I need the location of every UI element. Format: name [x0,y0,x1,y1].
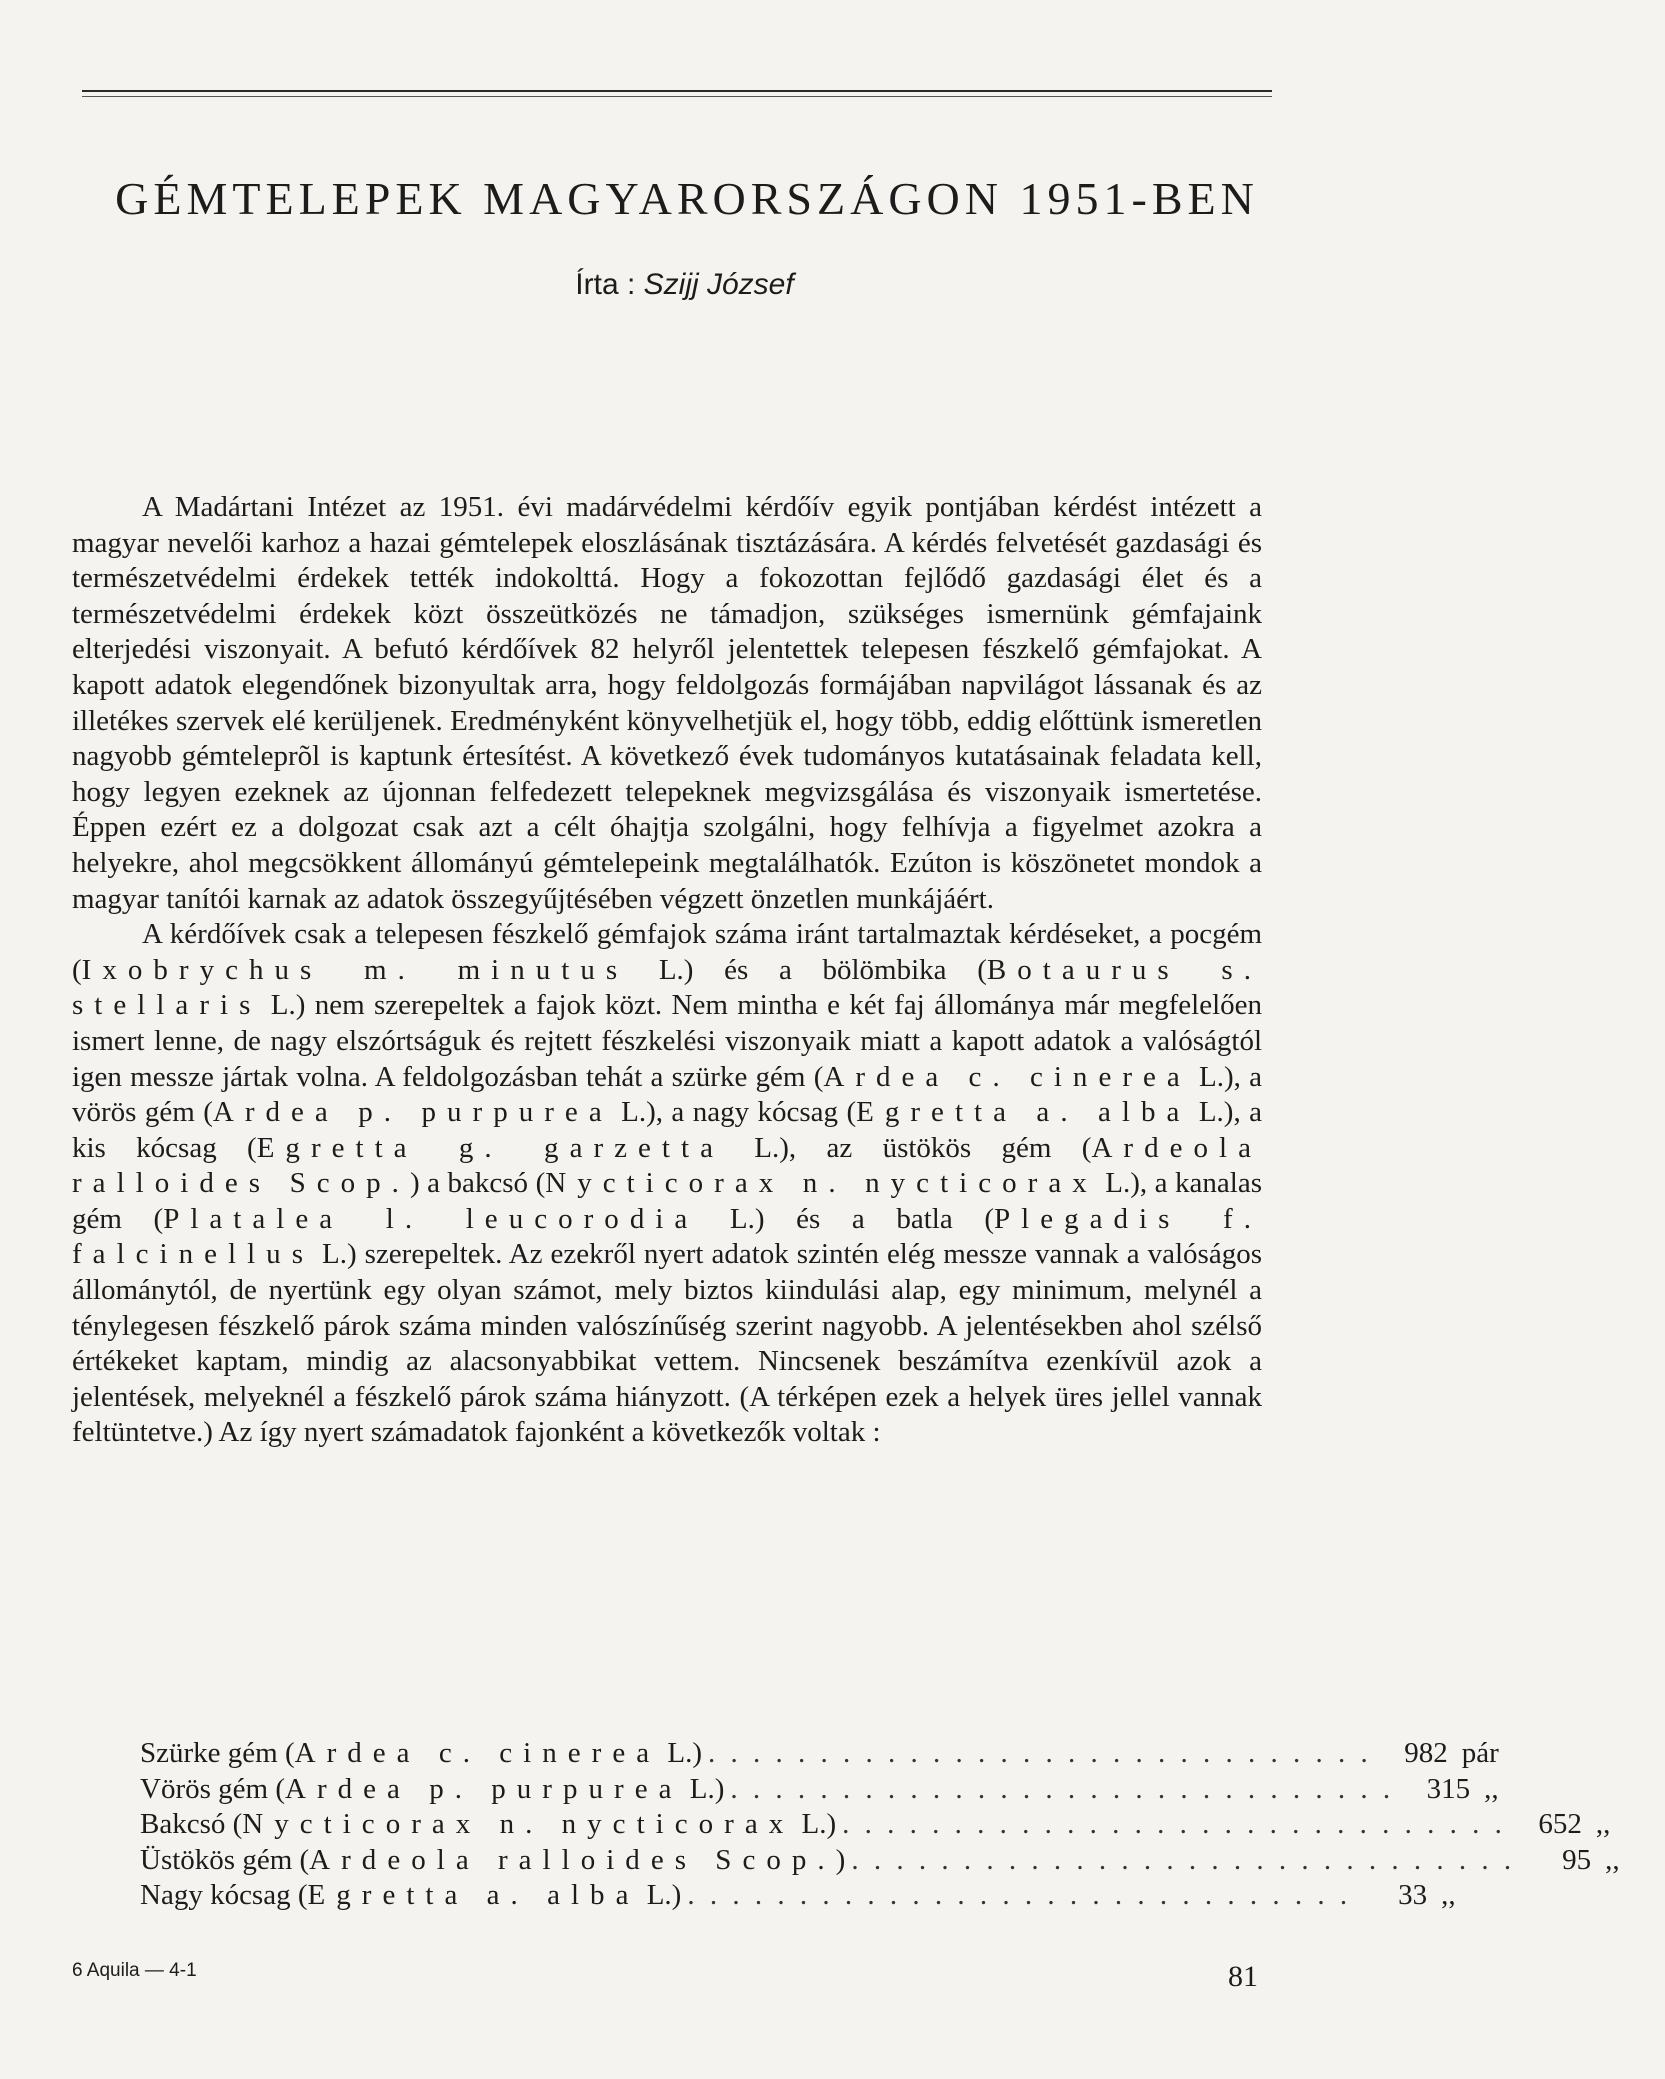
latin-name: Botaurus s. stellaris [72,953,1262,1022]
signature-mark: 6 Aquila — 4-1 [72,1960,197,1981]
pair-unit: ,, [1605,1843,1620,1876]
paragraph-text: L.) nem szerepeltek a fajok közt. Nem mintha e két faj állománya már megfelelően ismert lenne, de nagy elszórtságuk és rejtett fészkelési viszonyaik miatt a kapott adatok a valóságtól igen messze jártak volna. A feldolgozásban tehát a szürke gém ( [72,989,1262,1093]
species-name [140,1807,836,1843]
paragraph-text: L.) szerepeltek. Az ezekről nyert adatok szintén elég messze vannak a valóságos állománytól, de nyertünk egy olyan számot, mely biztos kiindulási alap, egy minimum, melynél a ténylegesen fészkelő párok száma minden valószínűség szerint nagyobb. A jelentésekben ahol szélső értékeket kaptam, mindig az alacsonyabbikat vettem. Nincsenek beszámítva ezenkívül azok a jelentések, melyeknél a fészkelő párok száma hiányzott. (A térképen ezek a helyek üres jellel vannak feltüntetve.) Az így nyert számadatok fajonként a következők voltak : [72,1238,1262,1449]
species-row [140,1736,1499,1772]
species-common-name: Bakcsó ( [140,1808,243,1841]
top-rule-thin [82,96,1272,97]
species-author: L.) [682,1772,725,1805]
latin-name: Egretta g. garzetta [256,1131,724,1164]
paragraph-text: A Madártani Intézet az 1951. évi madárvédelmi kérdőív egyik pontjában kérdést intézett a magyar nevelői karhoz a hazai gémtelepek eloszlásának tisztázására. A kérdés felvetését gazdasági és természetvédelmi érdekek tették indokolttá. Hogy a fokozottan fejlődő gazdasági élet és a természetvédelmi érdekek közt összeütközés ne támadjon, szükséges ismernünk gémfajaink elterjedési viszonyait. A befutó kérdőívek 82 helyről jelentettek telepesen fészkelő gémfajokat. A kapott adatok elegendőnek bizonyultak arra, hogy feldolgozás formájában napvilágot lássanak és az illetékes szervek elé kerüljenek. Eredményként könyvelhetjük el, hogy több, eddig előttünk ismeretlen nagyobb gémteleprõl is kaptunk értesítést. A következő évek tudományos kutatásainak feladata kell, hogy legyen ezeknek az újonnan felfedezett telepeknek megvizsgálása és viszonyaik ismertetése. Éppen ezért ez a dolgozat csak azt a célt óhajtja szolgálni, hogy felhívja a figyelmet azokra a helyekre, ahol megcsökkent állományú gémtelepeink megtalálhatók. Ezúton is köszönetet mondok a magyar tanítói karnak az adatok összegyűjtésében végzett önzetlen munkájáért. [72,491,1262,915]
species-author: L.) [639,1879,682,1912]
dot-leader: . . . . . . . . . . . . . . . . . . . . . . . . . . . . . . [730,1772,1395,1805]
latin-name: Platalea l. leucorodia [163,1202,699,1235]
byline [0,268,1369,302]
species-latin-name: Ardeola ralloides Scop. [309,1843,836,1876]
pair-count: 982 [1404,1737,1448,1769]
dot-leader: . . . . . . . . . . . . . . . . . . . . . . . . . . . . . . [687,1879,1352,1912]
article-title: GÉMTELEPEK MAGYARORSZÁGON 1951-BEN [115,173,1259,224]
article-body [72,490,1262,1451]
pair-unit: pár [1461,1737,1499,1769]
species-common-name: Szürke gém ( [140,1737,295,1769]
pair-count: 95 [1562,1843,1592,1876]
species-author: L.) [794,1808,837,1841]
paragraph-text: L.), a vörös gém ( [72,1060,1262,1129]
species-name [140,1843,845,1879]
body-paragraph [72,490,1262,917]
paragraph-text: L.) és a batla ( [698,1202,994,1235]
latin-name: Ixobrychus m. minutus [81,953,629,986]
paragraph-text: L.), a kanalas gém ( [72,1167,1263,1235]
pair-count: 652 [1538,1808,1582,1841]
species-author: ) [835,1843,846,1876]
species-count-list [140,1736,1620,1914]
page-number: 81 [1228,1960,1258,1993]
dot-leader: . . . . . . . . . . . . . . . . . . . . . . . . . . . . . . [851,1843,1516,1876]
pair-count: 315 [1426,1772,1471,1805]
species-row [140,1843,1620,1879]
body-paragraph [72,917,1262,1451]
pair-unit: ,, [1484,1772,1499,1805]
paragraph-text: L.), az üstökös gém ( [723,1131,1092,1164]
paragraph-text: L.), a kis kócsag ( [72,1096,1263,1164]
species-author: L.) [660,1737,702,1769]
paragraph-text: ) a bakcsó ( [409,1167,546,1200]
paragraph-text: L.) és a bölömbika ( [628,953,987,986]
species-row [140,1807,1611,1843]
species-common-name: Üstökös gém ( [140,1843,310,1876]
byline-author: Szijj József [643,268,794,301]
latin-name: Ardeola ralloides Scop. [72,1131,1262,1200]
dot-leader: . . . . . . . . . . . . . . . . . . . . . . . . . . . . . . [708,1737,1372,1769]
latin-name: Plegadis f. falcinellus [72,1202,1262,1271]
dot-leader: . . . . . . . . . . . . . . . . . . . . . . . . . . . . . . [842,1808,1506,1841]
pair-unit: ,, [1441,1879,1456,1912]
byline-label: Írta : [575,268,636,301]
species-latin-name: Ardea c. cinerea [294,1737,661,1769]
latin-name: Egretta a. alba [856,1096,1191,1129]
top-rule [82,90,1272,92]
species-common-name: Nagy kócsag ( [140,1879,308,1912]
paragraph-text: L.), a nagy kócsag ( [612,1096,857,1129]
species-name [140,1772,724,1808]
latin-name: Ardea p. purpurea [212,1096,613,1129]
species-latin-name: Ardea p. purpurea [284,1772,683,1805]
pair-count: 33 [1398,1879,1428,1912]
species-name [140,1736,702,1772]
paragraph-text: A kérdőívek csak a telepesen fészkelő gémfajok száma iránt tartalmaztak kérdéseket, a pocgém ( [72,918,1262,986]
latin-name: Nycticorax n. nycticorax [545,1167,1098,1200]
species-latin-name: Nycticorax n. nycticorax [242,1808,795,1841]
pair-unit: ,, [1595,1808,1611,1841]
species-latin-name: Egretta a. alba [307,1879,640,1912]
species-row [140,1878,1456,1914]
species-common-name: Vörös gém ( [140,1772,285,1805]
latin-name: Ardea c. cinerea [823,1060,1191,1093]
species-name [140,1878,681,1914]
species-row [140,1772,1499,1808]
